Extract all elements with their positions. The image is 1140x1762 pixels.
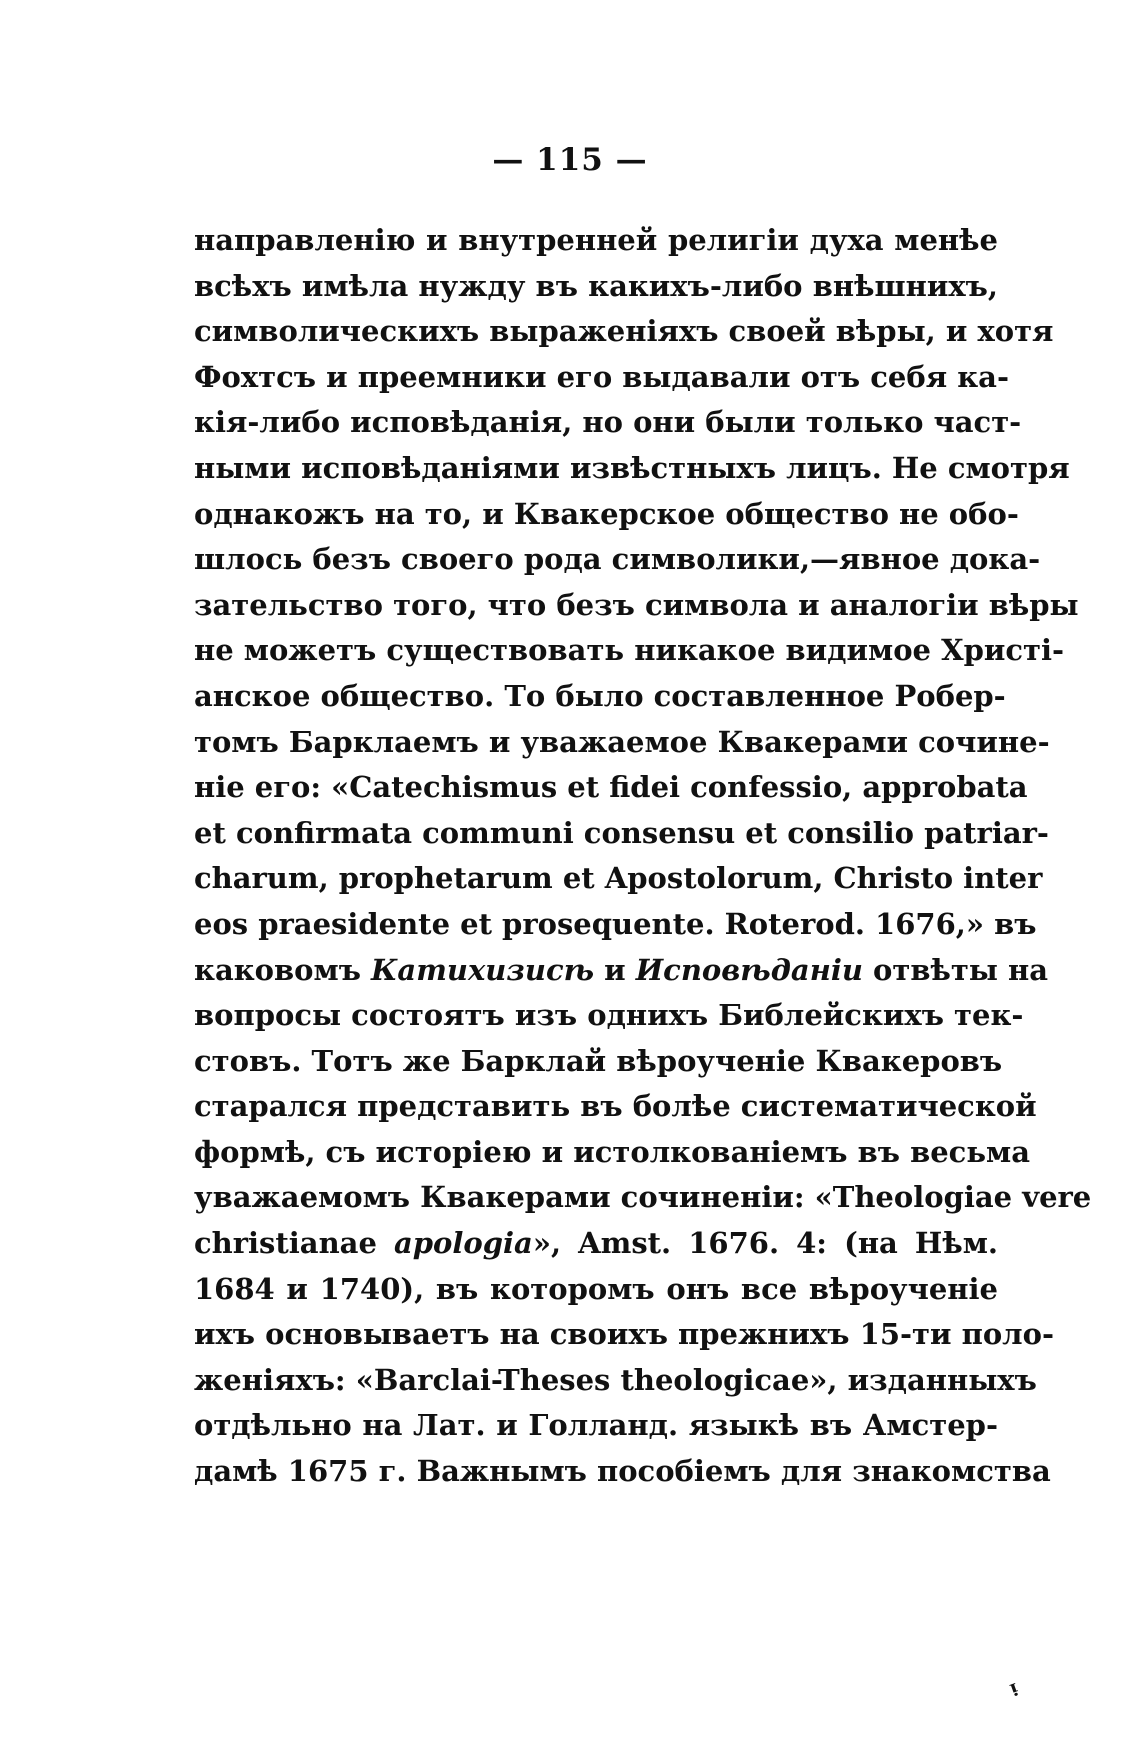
text-line: [194, 1039, 1003, 1085]
line-text: отвѣты на: [862, 952, 1049, 987]
line-text: отдѣльно на Лат. и Голланд. языкѣ въ Амстер-: [194, 1408, 998, 1443]
line-text: кія-либо исповѣданія, но они были только част-: [194, 405, 1022, 440]
text-line: [194, 446, 1070, 492]
text-line: [194, 811, 1049, 857]
text-line: [194, 765, 1028, 811]
text-line: [194, 400, 1022, 446]
line-text: однакожъ на то, и Квакерское общество не обо-: [194, 496, 1019, 531]
line-text: christianae: [194, 1226, 394, 1261]
text-line: [194, 856, 1043, 902]
line-text: каковомъ: [194, 952, 372, 987]
line-text: анское общество. То было составленное Робер-: [194, 678, 1006, 713]
line-text: формѣ, съ исторіею и истолкованіемъ въ весьма: [194, 1134, 1031, 1169]
line-text: ихъ основываетъ на своихъ прежнихъ 15-ти поло-: [194, 1317, 1055, 1352]
text-line: [194, 1130, 1031, 1176]
italic-text: Катихизисѣ: [371, 952, 595, 987]
line-text: 1684 и 1740), въ которомъ онъ все вѣроученіе: [194, 1271, 998, 1306]
text-line: [194, 720, 1050, 766]
line-text: », Amst. 1676. 4: (на Нѣм.: [532, 1226, 998, 1261]
line-text: charum, prophetarum et Apostolorum, Christo inter: [194, 861, 1043, 896]
line-text: всѣхъ имѣла нужду въ какихъ-либо внѣшнихъ,: [194, 268, 998, 303]
text-line: [194, 1221, 998, 1267]
text-line: [194, 309, 1054, 355]
text-line: [194, 1358, 1037, 1404]
text-line: [194, 628, 1065, 674]
line-text: et confirmata communi consensu et consilio patriar-: [194, 815, 1049, 850]
line-text: eos praesidente et prosequente. Roterod. 1676,» въ: [194, 906, 1037, 941]
body-text: [194, 218, 1092, 1495]
line-text: шлось безъ своего рода символики,—явное дока-: [194, 542, 1041, 577]
line-text: ными исповѣданіями извѣстныхъ лицъ. Не смотря: [194, 450, 1070, 485]
line-text: Фохтсъ и преемники его выдавали отъ себя ка-: [194, 359, 1009, 394]
line-text: ніе его: «Catechismus et fidei confessio, approbata: [194, 770, 1028, 805]
line-text: символическихъ выраженіяхъ своей вѣры, и хотя: [194, 314, 1054, 349]
text-line: [194, 1175, 1092, 1221]
text-line: [194, 492, 1019, 538]
italic-text: Исповѣданіи: [635, 952, 863, 987]
text-line: [194, 583, 1079, 629]
line-text: не можетъ существовать никакое видимое Христі-: [194, 633, 1065, 668]
line-text: женіяхъ: «Barclai-Theses theologicae», изданныхъ: [194, 1362, 1037, 1397]
line-text: и: [594, 952, 636, 987]
line-text: томъ Барклаемъ и уважаемое Квакерами сочине-: [194, 724, 1050, 759]
text-line: [194, 264, 998, 310]
text-line: [194, 1403, 998, 1449]
printer-mark: ᵎ: [1005, 1674, 1026, 1711]
text-line: [194, 537, 1041, 583]
line-text: старался представить въ болѣе систематической: [194, 1089, 1037, 1124]
text-line: [194, 902, 1037, 948]
page-number: — 115 —: [492, 142, 648, 178]
line-text: стовъ. Тотъ же Барклай вѣроученіе Квакеровъ: [194, 1043, 1003, 1078]
text-line: [194, 948, 1049, 994]
line-text: зательство того, что безъ символа и аналогіи вѣры: [194, 587, 1079, 622]
text-line: [194, 1084, 1037, 1130]
text-line: [194, 1449, 1051, 1495]
text-line: [194, 1267, 998, 1313]
line-text: уважаемомъ Квакерами сочиненіи: «Theologiae vere: [194, 1180, 1092, 1215]
text-line: [194, 993, 1024, 1039]
text-line: [194, 355, 1009, 401]
line-text: вопросы состоятъ изъ однихъ Библейскихъ тек-: [194, 998, 1024, 1033]
italic-text: apologia: [393, 1226, 533, 1261]
text-line: [194, 1312, 1055, 1358]
text-line: [194, 218, 998, 264]
text-line: [194, 674, 1006, 720]
line-text: дамѣ 1675 г. Важнымъ пособіемъ для знакомства: [194, 1454, 1051, 1489]
line-text: направленію и внутренней религіи духа менѣе: [194, 223, 998, 257]
